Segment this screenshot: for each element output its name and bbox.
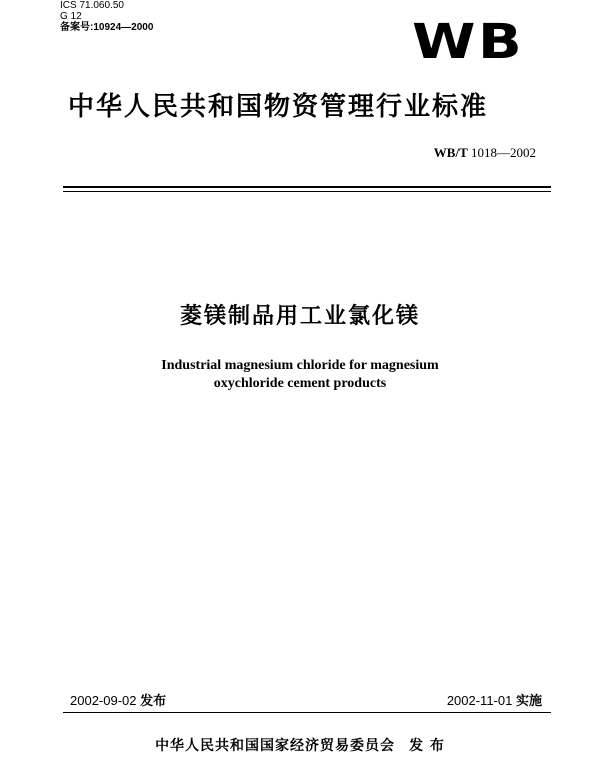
- document-title-zh: 菱镁制品用工业氯化镁: [179, 304, 420, 329]
- classification-code: G 12: [60, 11, 82, 22]
- issue-date: [70, 690, 166, 709]
- industry-standard-title: 中华人民共和国物资管理行业标准: [68, 92, 489, 122]
- standard-prefix: WB/T: [433, 145, 468, 160]
- implementation-date-value: 2002-11-01: [446, 693, 513, 708]
- implementation-label: 实施: [515, 693, 542, 708]
- publisher-name: 中华人民共和国国家经济贸易委员会: [155, 738, 396, 754]
- footer-rule: [63, 712, 551, 713]
- publisher-line: [0, 735, 600, 755]
- standard-number: [434, 145, 536, 161]
- issue-label: 发布: [140, 693, 167, 708]
- document-title-en-line1: Industrial magnesium chloride for magnesium: [161, 358, 439, 373]
- record-number: 备案号:10924—2000: [60, 22, 154, 33]
- implementation-date: [447, 690, 542, 709]
- issue-date-value: 2002-09-02: [70, 693, 137, 708]
- document-title-en-line2: oxychloride cement products: [213, 376, 387, 391]
- wb-logo: WB: [412, 14, 525, 70]
- ics-code: ICS 71.060.50: [60, 0, 124, 11]
- header-rule-thick: [63, 186, 551, 188]
- publish-label: 发 布: [409, 738, 445, 754]
- standard-code: 1018—2002: [471, 145, 536, 160]
- header-rule-thin: [63, 191, 551, 192]
